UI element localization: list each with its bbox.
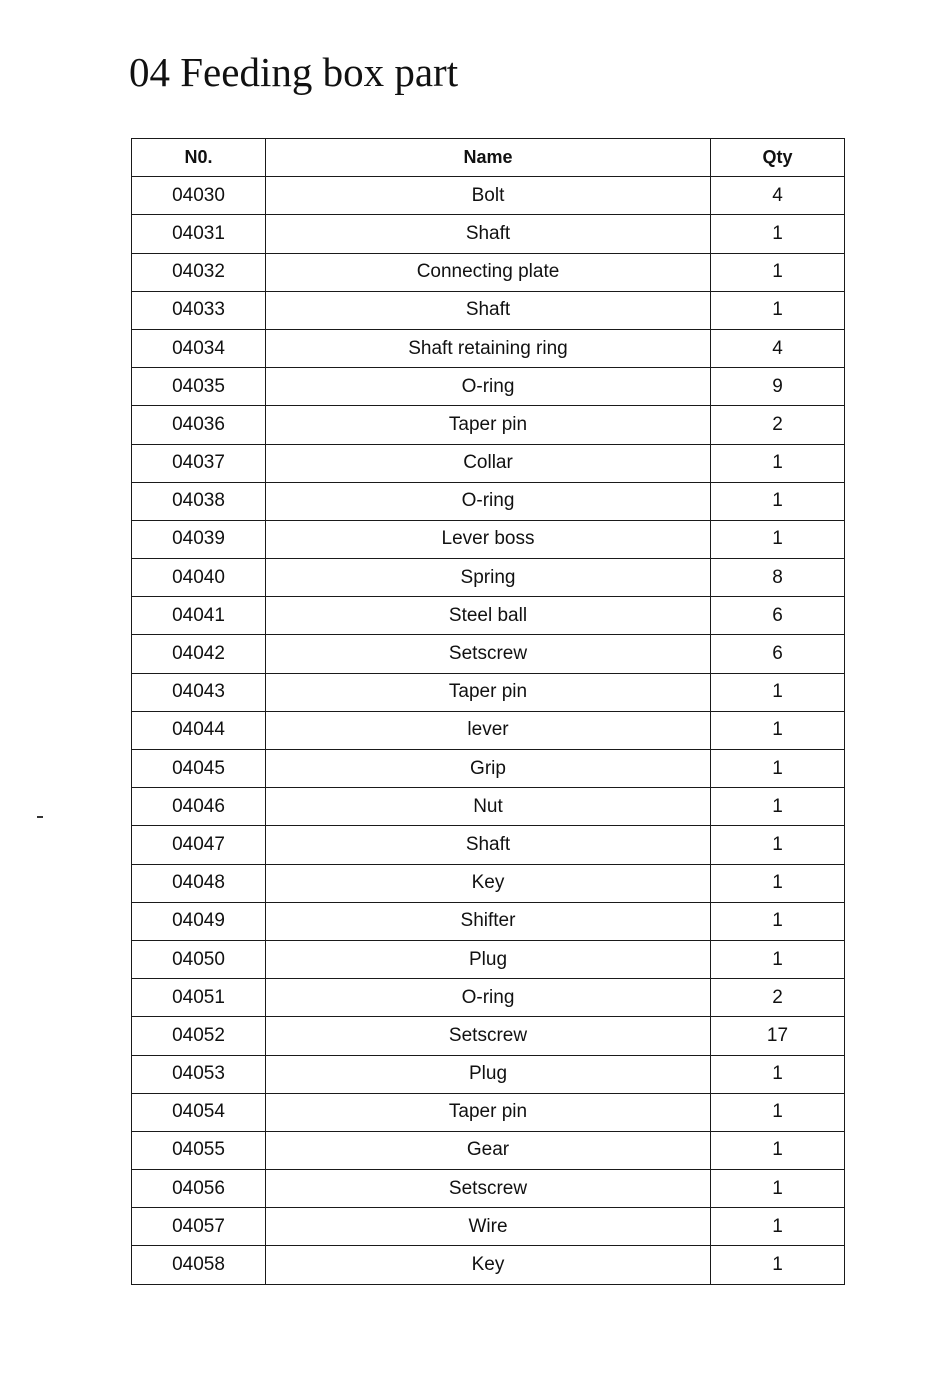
cell-quantity: 1 bbox=[711, 1093, 845, 1131]
table-row bbox=[132, 329, 845, 367]
table-row bbox=[132, 520, 845, 558]
table-header-row bbox=[132, 139, 845, 177]
cell-part-name: Taper pin bbox=[266, 1093, 711, 1131]
cell-quantity: 1 bbox=[711, 711, 845, 749]
cell-part-name: O-ring bbox=[266, 979, 711, 1017]
table-body bbox=[132, 177, 845, 1284]
table-row bbox=[132, 559, 845, 597]
cell-part-name: Grip bbox=[266, 750, 711, 788]
table-row bbox=[132, 1170, 845, 1208]
cell-part-name: O-ring bbox=[266, 368, 711, 406]
cell-part-name: O-ring bbox=[266, 482, 711, 520]
cell-quantity: 1 bbox=[711, 788, 845, 826]
cell-part-number: 04034 bbox=[132, 329, 266, 367]
cell-quantity: 1 bbox=[711, 940, 845, 978]
table-row bbox=[132, 788, 845, 826]
cell-part-name: Plug bbox=[266, 1055, 711, 1093]
cell-part-name: Shifter bbox=[266, 902, 711, 940]
cell-quantity: 1 bbox=[711, 215, 845, 253]
cell-part-number: 04037 bbox=[132, 444, 266, 482]
cell-part-number: 04042 bbox=[132, 635, 266, 673]
table-row bbox=[132, 902, 845, 940]
table-row bbox=[132, 177, 845, 215]
parts-table bbox=[131, 138, 845, 1285]
cell-quantity: 1 bbox=[711, 253, 845, 291]
page-title: 04 Feeding box part bbox=[129, 49, 459, 95]
cell-part-number: 04055 bbox=[132, 1131, 266, 1169]
cell-part-name: Taper pin bbox=[266, 673, 711, 711]
cell-quantity: 1 bbox=[711, 1055, 845, 1093]
table-row bbox=[132, 635, 845, 673]
table-row bbox=[132, 482, 845, 520]
cell-quantity: 1 bbox=[711, 826, 845, 864]
cell-quantity: 1 bbox=[711, 902, 845, 940]
table-row bbox=[132, 1131, 845, 1169]
cell-part-number: 04056 bbox=[132, 1170, 266, 1208]
cell-part-name: Setscrew bbox=[266, 1017, 711, 1055]
cell-part-name: Lever boss bbox=[266, 520, 711, 558]
cell-part-name: Shaft retaining ring bbox=[266, 329, 711, 367]
table-row bbox=[132, 1093, 845, 1131]
cell-part-number: 04049 bbox=[132, 902, 266, 940]
cell-part-number: 04035 bbox=[132, 368, 266, 406]
cell-part-name: Setscrew bbox=[266, 1170, 711, 1208]
table-row bbox=[132, 291, 845, 329]
cell-quantity: 2 bbox=[711, 979, 845, 1017]
cell-part-number: 04041 bbox=[132, 597, 266, 635]
table-row bbox=[132, 1017, 845, 1055]
cell-part-number: 04053 bbox=[132, 1055, 266, 1093]
table-row bbox=[132, 864, 845, 902]
cell-part-name: Shaft bbox=[266, 291, 711, 329]
cell-part-number: 04047 bbox=[132, 826, 266, 864]
cell-part-name: lever bbox=[266, 711, 711, 749]
cell-part-name: Setscrew bbox=[266, 635, 711, 673]
cell-part-number: 04040 bbox=[132, 559, 266, 597]
cell-part-number: 04045 bbox=[132, 750, 266, 788]
table-row bbox=[132, 673, 845, 711]
cell-part-number: 04036 bbox=[132, 406, 266, 444]
table-row bbox=[132, 597, 845, 635]
cell-quantity: 17 bbox=[711, 1017, 845, 1055]
table-row bbox=[132, 940, 845, 978]
cell-part-name: Key bbox=[266, 864, 711, 902]
column-header-name: Name bbox=[266, 139, 711, 177]
table-row bbox=[132, 979, 845, 1017]
cell-part-name: Spring bbox=[266, 559, 711, 597]
cell-quantity: 1 bbox=[711, 1131, 845, 1169]
table-row bbox=[132, 253, 845, 291]
cell-quantity: 1 bbox=[711, 1170, 845, 1208]
cell-quantity: 2 bbox=[711, 406, 845, 444]
cell-part-number: 04038 bbox=[132, 482, 266, 520]
column-header-qty: Qty bbox=[711, 139, 845, 177]
cell-part-number: 04058 bbox=[132, 1246, 266, 1284]
cell-quantity: 1 bbox=[711, 482, 845, 520]
cell-part-name: Bolt bbox=[266, 177, 711, 215]
cell-part-number: 04057 bbox=[132, 1208, 266, 1246]
cell-part-name: Connecting plate bbox=[266, 253, 711, 291]
cell-quantity: 1 bbox=[711, 1246, 845, 1284]
column-header-no: N0. bbox=[132, 139, 266, 177]
cell-part-number: 04030 bbox=[132, 177, 266, 215]
cell-part-number: 04052 bbox=[132, 1017, 266, 1055]
cell-quantity: 4 bbox=[711, 329, 845, 367]
cell-part-name: Wire bbox=[266, 1208, 711, 1246]
cell-part-name: Gear bbox=[266, 1131, 711, 1169]
table-row bbox=[132, 215, 845, 253]
cell-quantity: 1 bbox=[711, 291, 845, 329]
cell-part-number: 04048 bbox=[132, 864, 266, 902]
cell-part-number: 04044 bbox=[132, 711, 266, 749]
table-row bbox=[132, 406, 845, 444]
cell-part-number: 04032 bbox=[132, 253, 266, 291]
cell-part-name: Taper pin bbox=[266, 406, 711, 444]
cell-part-number: 04039 bbox=[132, 520, 266, 558]
cell-quantity: 1 bbox=[711, 864, 845, 902]
table-row bbox=[132, 444, 845, 482]
table-row bbox=[132, 1055, 845, 1093]
cell-quantity: 9 bbox=[711, 368, 845, 406]
cell-part-name: Shaft bbox=[266, 826, 711, 864]
cell-part-number: 04046 bbox=[132, 788, 266, 826]
cell-part-number: 04051 bbox=[132, 979, 266, 1017]
cell-quantity: 1 bbox=[711, 750, 845, 788]
cell-quantity: 1 bbox=[711, 1208, 845, 1246]
cell-part-name: Nut bbox=[266, 788, 711, 826]
table-row bbox=[132, 711, 845, 749]
cell-part-name: Steel ball bbox=[266, 597, 711, 635]
cell-part-number: 04043 bbox=[132, 673, 266, 711]
cell-quantity: 4 bbox=[711, 177, 845, 215]
cell-part-number: 04054 bbox=[132, 1093, 266, 1131]
cell-quantity: 8 bbox=[711, 559, 845, 597]
table-row bbox=[132, 826, 845, 864]
cell-quantity: 1 bbox=[711, 673, 845, 711]
cell-part-name: Collar bbox=[266, 444, 711, 482]
table-row bbox=[132, 1208, 845, 1246]
cell-part-number: 04050 bbox=[132, 940, 266, 978]
cell-quantity: 1 bbox=[711, 520, 845, 558]
cell-quantity: 6 bbox=[711, 597, 845, 635]
cell-quantity: 1 bbox=[711, 444, 845, 482]
table-row bbox=[132, 368, 845, 406]
cell-part-name: Shaft bbox=[266, 215, 711, 253]
cell-quantity: 6 bbox=[711, 635, 845, 673]
cell-part-name: Plug bbox=[266, 940, 711, 978]
cell-part-number: 04031 bbox=[132, 215, 266, 253]
cell-part-number: 04033 bbox=[132, 291, 266, 329]
table-row bbox=[132, 1246, 845, 1284]
scan-speck bbox=[37, 816, 43, 818]
cell-part-name: Key bbox=[266, 1246, 711, 1284]
table-row bbox=[132, 750, 845, 788]
